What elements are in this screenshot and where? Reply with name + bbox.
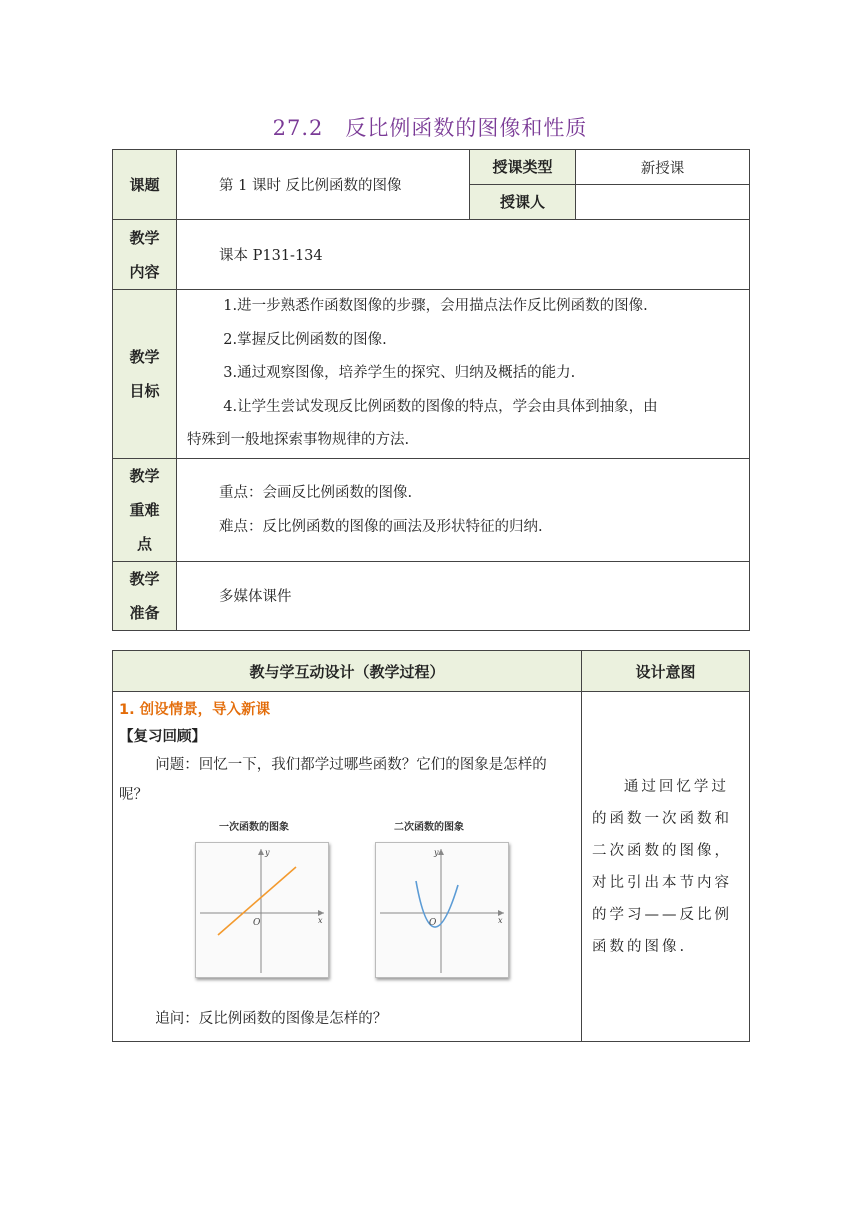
- section-title: 1. 创设情景，导入新课: [119, 702, 271, 718]
- prep-value: 多媒体课件: [177, 561, 750, 630]
- goal-item: 1.进一步熟悉作函数图像的步骤，会用描点法作反比例函数的图像.: [223, 298, 648, 314]
- x-axis-label: x: [318, 916, 323, 925]
- review-title: 【复习回顾】: [119, 729, 206, 745]
- y-axis-label: y: [434, 848, 439, 857]
- prep-label: 教学 准备: [113, 561, 177, 630]
- content-label: 教学 内容: [113, 220, 177, 290]
- goal-item: 3.通过观察图像，培养学生的探究、归纳及概括的能力.: [223, 365, 576, 381]
- x-axis-label: x: [498, 916, 503, 925]
- difficult-point: 难点：反比例函数的图像的画法及形状特征的归纳.: [219, 518, 543, 535]
- type-value: 新授课: [576, 150, 750, 185]
- process-header: 教与学互动设计（教学过程）: [113, 651, 582, 692]
- key-points: [177, 458, 750, 561]
- quadratic-function-graph: [375, 842, 509, 978]
- topic-value: 第 1 课时 反比例函数的图像: [177, 150, 470, 220]
- key-label: 教学 重难 点: [113, 458, 177, 561]
- goal-item: 4.让学生尝试发现反比例函数的图像的特点，学会由具体到抽象，由: [223, 398, 658, 415]
- linear-function-graph: [195, 842, 329, 978]
- teacher-value: [576, 185, 750, 220]
- design-intent: 通过回忆学过的函数一次函数和二次函数的图像，对比引出本节内容的学习——反比例函数的图像.: [582, 692, 750, 1042]
- lesson-info-table: [112, 149, 750, 631]
- goals-list: [177, 290, 750, 459]
- topic-label: 课题: [113, 150, 177, 220]
- process-content: [113, 692, 582, 1042]
- goal-item: 2.掌握反比例函数的图像.: [223, 331, 387, 348]
- intent-header: 设计意图: [582, 651, 750, 692]
- linear-graph-caption: 一次函数的图象: [219, 822, 289, 833]
- y-axis-label: y: [265, 848, 270, 857]
- goals-label: 教学 目标: [113, 290, 177, 459]
- goal-item: 特殊到一般地探索事物规律的方法.: [187, 432, 410, 448]
- quadratic-graph-caption: 二次函数的图象: [394, 822, 464, 833]
- question-text: 问题：回忆一下，我们都学过哪些函数？它们的图象是怎样的呢？: [119, 757, 547, 803]
- process-table: [112, 650, 750, 1042]
- function-graphs: [119, 818, 575, 1004]
- content-value: 课本 P131-134: [177, 220, 750, 290]
- type-label: 授课类型: [470, 150, 576, 185]
- teacher-label: 授课人: [470, 185, 576, 220]
- key-point: 重点：会画反比例函数的图像.: [219, 484, 413, 501]
- origin-label: O: [253, 918, 261, 928]
- followup-text: 追问：反比例函数的图像是怎样的？: [155, 1011, 388, 1027]
- page-title: 27.2 反比例函数的图像和性质: [272, 116, 588, 140]
- origin-label: O: [429, 918, 437, 928]
